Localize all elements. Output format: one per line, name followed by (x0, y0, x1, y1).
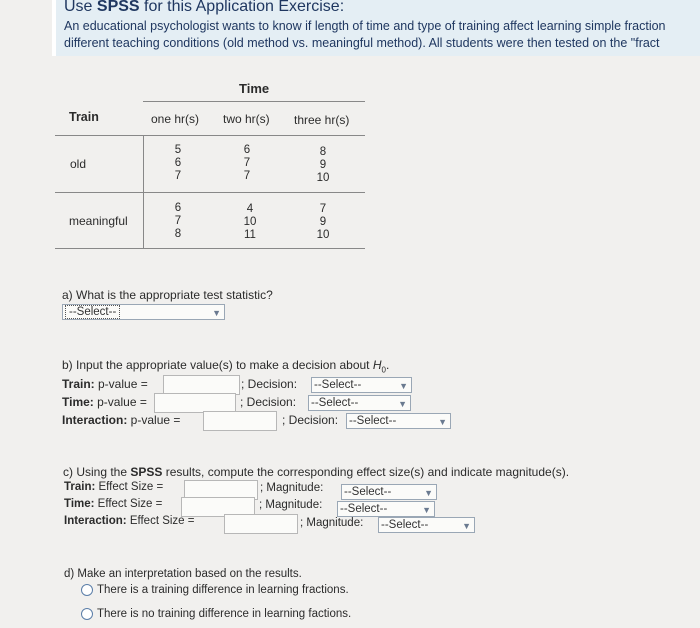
table-bottom-border (55, 248, 365, 249)
interaction-magnitude-label: ; Magnitude: (300, 517, 364, 529)
select-value: --Select-- (65, 305, 120, 319)
interaction-p-value-input[interactable] (203, 411, 277, 431)
select-value: --Select-- (314, 379, 362, 391)
cell-value: 5 (174, 144, 182, 156)
row-label-old: old (70, 157, 87, 171)
train-effect-size-label: Train: Effect Size = (64, 481, 164, 493)
train-decision-select[interactable] (311, 377, 412, 393)
time-decision-label: ; Decision: (240, 395, 297, 409)
interaction-decision-select[interactable] (346, 413, 451, 429)
chevron-down-icon: ▼ (212, 308, 221, 318)
time-p-value-input[interactable] (154, 393, 236, 413)
cell-value: 7 (174, 170, 182, 182)
question-c-prompt: c) Using the SPSS results, compute the corresponding effect size(s) and indicate magnitude(s). (63, 465, 570, 479)
column-header-three-hr: three hr(s) (294, 113, 350, 127)
cell-value: 6 (243, 144, 251, 156)
train-p-value-input[interactable] (163, 375, 240, 395)
cell-value: 7 (243, 170, 251, 182)
chevron-down-icon: ▼ (424, 488, 433, 498)
interaction-magnitude-select[interactable] (378, 517, 475, 533)
cell-value: 9 (319, 159, 327, 171)
select-value: --Select-- (349, 415, 397, 427)
select-value: --Select-- (340, 503, 388, 515)
question-d-prompt: d) Make an interpretation based on the results. (64, 568, 302, 580)
column-header-one-hr: one hr(s) (151, 112, 200, 126)
header-description-line-2: different teaching conditions (old method vs. meaningful method). All students were then tested on the "fract (64, 36, 660, 50)
interaction-effect-size-label: Interaction: Effect Size = (64, 515, 195, 527)
train-p-value-label: Train: p-value = (62, 377, 148, 391)
time-decision-select[interactable] (308, 395, 411, 411)
row-divider (55, 192, 365, 193)
select-value: --Select-- (381, 519, 429, 531)
interaction-p-value-label: Interaction: p-value = (62, 413, 181, 427)
question-a-prompt: a) What is the appropriate test statistic? (62, 288, 273, 302)
interpretation-option-1-label: There is a training difference in learning fractions. (97, 584, 349, 596)
train-decision-label: ; Decision: (241, 377, 298, 391)
cell-value: 4 (246, 203, 254, 215)
select-value: --Select-- (344, 486, 392, 498)
question-b-prompt: b) Input the appropriate value(s) to make a decision about $H_0$. (62, 358, 390, 375)
interaction-effect-size-input[interactable] (224, 514, 298, 534)
cell-value: 6 (174, 202, 182, 214)
row-label-meaningful: meaningful (69, 214, 128, 228)
header-description-line-1: An educational psychologist wants to know if length of time and type of training affect learning simple fraction (64, 19, 666, 33)
cell-value: 7 (243, 157, 251, 169)
time-magnitude-select[interactable] (337, 501, 435, 517)
cell-value: 11 (244, 229, 256, 241)
time-header: Time (239, 81, 270, 96)
train-header: Train (69, 110, 99, 124)
header-divider (55, 135, 365, 136)
interpretation-radio-2[interactable] (81, 608, 93, 620)
cell-value: 10 (316, 172, 330, 184)
cell-value: 7 (174, 215, 182, 227)
chevron-down-icon: ▼ (422, 505, 431, 515)
chevron-down-icon: ▼ (462, 521, 471, 531)
header-title: Use SPSS for this Application Exercise: (64, 0, 345, 15)
interpretation-option-2-label: There is no training difference in learning factions. (97, 608, 352, 620)
cell-value: 8 (174, 228, 182, 240)
time-p-value-label: Time: p-value = (62, 395, 147, 409)
chevron-down-icon: ▼ (438, 417, 447, 427)
train-magnitude-select[interactable] (341, 484, 437, 500)
cell-value: 8 (319, 146, 327, 158)
test-statistic-select[interactable] (62, 304, 225, 320)
cell-value: 6 (174, 157, 182, 169)
time-divider (143, 101, 365, 102)
cell-value: 9 (319, 216, 327, 228)
time-effect-size-label: Time: Effect Size = (64, 498, 163, 510)
interpretation-radio-1[interactable] (81, 584, 93, 596)
select-value: --Select-- (311, 397, 359, 409)
train-magnitude-label: ; Magnitude: (260, 482, 324, 494)
cell-value: 10 (316, 229, 330, 241)
chevron-down-icon: ▼ (398, 399, 407, 409)
question-header (52, 0, 700, 56)
time-magnitude-label: ; Magnitude: (259, 499, 323, 511)
chevron-down-icon: ▼ (399, 381, 408, 391)
cell-value: 7 (319, 203, 327, 215)
interaction-decision-label: ; Decision: (282, 413, 339, 427)
column-header-two-hr: two hr(s) (223, 112, 270, 126)
cell-value: 10 (243, 216, 257, 228)
